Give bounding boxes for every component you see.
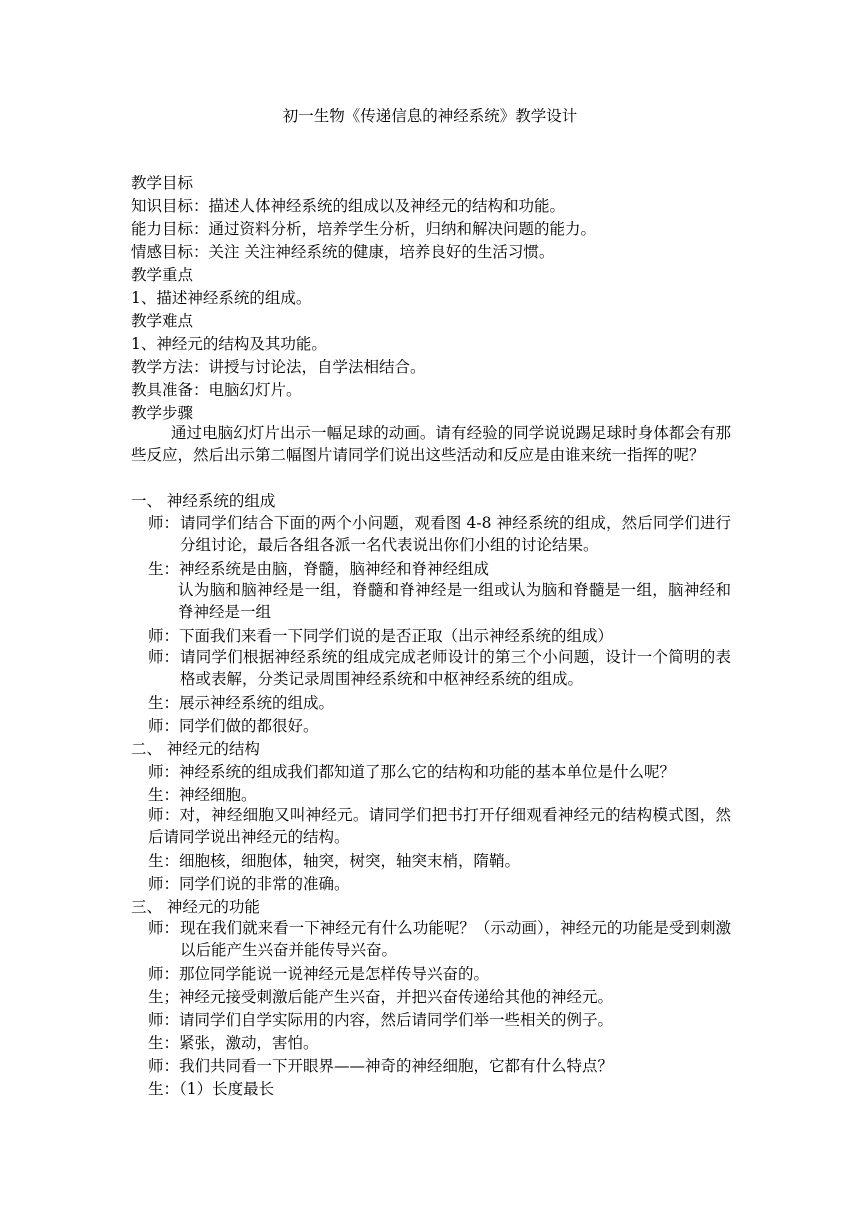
speaker-label: 师： (148, 919, 180, 937)
section2-dialogue-3: 师：对，神经细胞又叫神经元。请同学们把书打开仔细观看神经元的结构模式图，然后请同学说出神经元的结构。 (148, 806, 731, 846)
section3-dialogue-4: 师：请同学们自学实际用的内容，然后请同学们举一些相关的例子。 (148, 1011, 614, 1029)
emotion-goal: 情感目标：关注 关注神经系统的健康，培养良好的生活习惯。 (131, 243, 555, 261)
section2-dialogue-4: 生：细胞核，细胞体，轴突，树突，轴突末梢，隋鞘。 (148, 852, 521, 870)
section3-dialogue-7: 生：（1）长度最长 (148, 1080, 275, 1098)
dialogue-text: 请同学们根据神经系统的组成完成老师设计的第三个小问题，设计一个简明的表格或表解，分类记录周围神经系统和中枢神经系统的组成。 (180, 648, 731, 688)
difficulty-item: 1、神经元的结构及其功能。 (131, 335, 327, 353)
section3-heading: 三、 神经元的功能 (131, 898, 260, 916)
difficulty-heading: 教学难点 (131, 312, 194, 330)
section3-dialogue-2: 师：那位同学能说一说神经元是怎样传导兴奋的。 (148, 965, 490, 983)
goals-heading: 教学目标 (131, 174, 194, 192)
dialogue-text: 请同学们结合下面的两个小问题，观看图 4-8 神经系统的组成，然后同学们进行分组讨论，最后各组各派一名代表说出你们小组的讨论结果。 (180, 514, 731, 554)
section3-dialogue-1 (148, 918, 731, 961)
section2-dialogue-5: 师：同学们说的非常的准确。 (148, 875, 350, 893)
section1-dialogue-6: 生：展示神经系统的组成。 (148, 694, 335, 712)
knowledge-goal: 知识目标：描述人体神经系统的组成以及神经元的结构和功能。 (131, 197, 566, 215)
section1-dialogue-2: 生：神经系统是由脑，脊髓，脑神经和脊神经组成 (148, 560, 490, 578)
section3-dialogue-3: 生；神经元接受刺激后能产生兴奋，并把兴奋传递给其他的神经元。 (148, 988, 614, 1006)
key-points-heading: 教学重点 (131, 266, 194, 284)
dialogue-text: 现在我们就来看一下神经元有什么功能呢？（示动画），神经元的功能是受到刺激以后能产生兴奋并能传导兴奋。 (180, 919, 731, 959)
speaker-label: 师： (148, 514, 180, 532)
section3-dialogue-5: 生：紧张，激动，害怕。 (148, 1034, 319, 1052)
steps-heading: 教学步骤 (131, 404, 194, 422)
section1-dialogue-1 (148, 513, 731, 556)
section1-dialogue-4: 师：下面我们来看一下同学们说的是否正取（出示神经系统的组成） (148, 627, 614, 645)
section1-dialogue-5 (148, 647, 731, 690)
teaching-tools: 教具准备：电脑幻灯片。 (131, 381, 302, 399)
document-title: 初一生物《传递信息的神经系统》教学设计 (282, 107, 578, 125)
section2-dialogue-1: 师：神经系统的组成我们都知道了那么它的结构和功能的基本单位是什么呢？ (148, 763, 676, 781)
section1-dialogue-7: 师：同学们做的都很好。 (148, 717, 319, 735)
speaker-label: 师： (148, 648, 180, 666)
section2-heading: 二、 神经元的结构 (131, 740, 260, 758)
section1-heading: 一、 神经系统的组成 (131, 492, 276, 510)
intro-paragraph: 通过电脑幻灯片出示一幅足球的动画。请有经验的同学说说踢足球时身体都会有那些反应，然后出示第二幅图片请同学们说出这些活动和反应是由谁来统一指挥的呢？ (131, 424, 731, 464)
teaching-method: 教学方法：讲授与讨论法，自学法相结合。 (131, 358, 426, 376)
section2-dialogue-2: 生：神经细胞。 (148, 786, 257, 804)
ability-goal: 能力目标：通过资料分析，培养学生分析，归纳和解决问题的能力。 (131, 220, 597, 238)
section1-dialogue-3: 认为脑和脑神经是一组，脊髓和脊神经是一组或认为脑和脊髓是一组，脑神经和脊神经是一组 (178, 581, 731, 621)
key-point-item: 1、描述神经系统的组成。 (131, 289, 312, 307)
section3-dialogue-6: 师：我们共同看一下开眼界——神奇的神经细胞，它都有什么特点？ (148, 1057, 614, 1075)
